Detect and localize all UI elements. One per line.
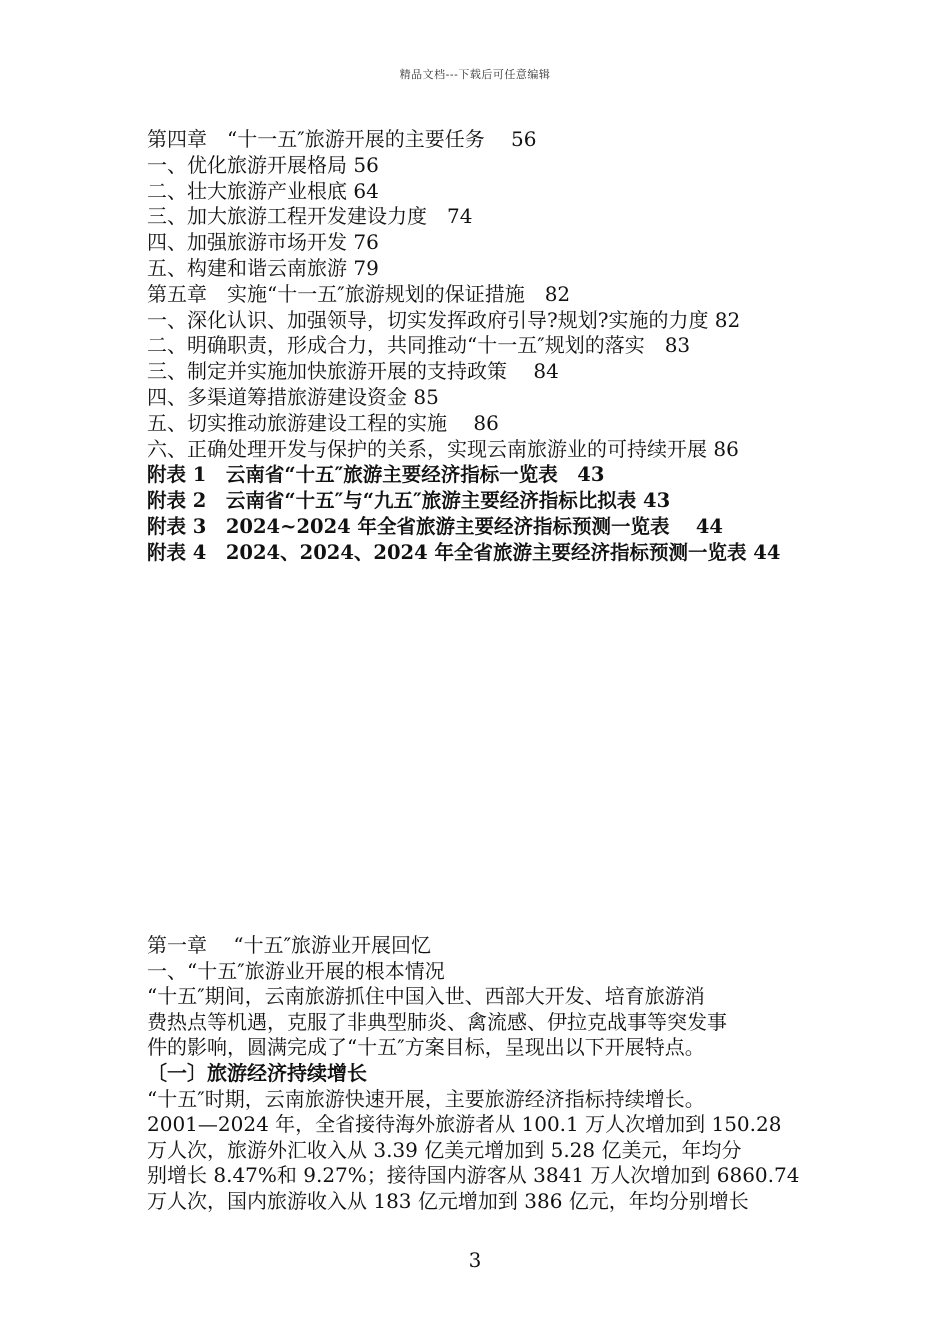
paragraph-line: “十五″时期，云南旅游快速开展，主要旅游经济指标持续增长。 <box>147 1086 705 1111</box>
toc-appendix-entry: 附表 3 2024~2024 年全省旅游主要经济指标预测一览表 44 <box>147 514 723 538</box>
chapter-title: 第一章 “十五″旅游业开展回忆 <box>147 933 432 957</box>
paragraph-line: 万人次，旅游外汇收入从 3.39 亿美元增加到 5.28 亿美元，年均分 <box>147 1137 742 1162</box>
toc-entry: 五、构建和谐云南旅游 79 <box>147 255 379 280</box>
toc-entry: 三、制定并实施加快旅游开展的支持政策 84 <box>147 359 559 384</box>
toc-entry-chapter-4: 第四章 “十一五″旅游开展的主要任务 56 <box>147 127 537 151</box>
paragraph-line: 件的影响，圆满完成了“十五″方案目标，呈现出以下开展特点。 <box>147 1035 705 1060</box>
chapter-body <box>147 933 827 1215</box>
toc-entry: 四、多渠道筹措旅游建设资金 85 <box>147 384 439 409</box>
toc-entry-chapter-5: 第五章 实施“十一五″旅游规划的保证措施 82 <box>147 281 571 306</box>
subsection-title: 〔一〕旅游经济持续增长 <box>147 1060 367 1085</box>
toc-appendix-entry: 附表 1 云南省“十五″旅游主要经济指标一览表 43 <box>147 463 605 487</box>
table-of-contents <box>147 127 827 566</box>
page-header: 精品文档---下载后可任意编辑 <box>399 68 551 81</box>
paragraph-line: 费热点等机遇，克服了非典型肺炎、禽流感、伊拉克战事等突发事 <box>147 1009 727 1034</box>
toc-entry: 六、正确处理开发与保护的关系，实现云南旅游业的可持续开展 86 <box>147 436 739 461</box>
paragraph-line: 万人次，国内旅游收入从 183 亿元增加到 386 亿元，年均分别增长 <box>147 1188 749 1213</box>
toc-entry: 一、深化认识、加强领导，切实发挥政府引导?规划?实施的力度 82 <box>147 307 741 332</box>
toc-appendix-entry: 附表 2 云南省“十五″与“九五″旅游主要经济指标比拟表 43 <box>147 489 671 513</box>
toc-entry: 四、加强旅游市场开发 76 <box>147 230 379 255</box>
toc-entry: 三、加大旅游工程开发建设力度 74 <box>147 204 473 229</box>
toc-appendix-entry: 附表 4 2024、2024、2024 年全省旅游主要经济指标预测一览表 44 <box>147 540 781 564</box>
toc-entry: 五、切实推动旅游建设工程的实施 86 <box>147 410 499 435</box>
toc-entry: 二、壮大旅游产业根底 64 <box>147 178 379 203</box>
paragraph-line: 2001—2024 年，全省接待海外旅游者从 100.1 万人次增加到 150.28 <box>147 1112 782 1137</box>
section-title: 一、“十五″旅游业开展的根本情况 <box>147 958 445 983</box>
toc-entry: 一、优化旅游开展格局 56 <box>147 152 379 177</box>
toc-entry: 二、明确职责，形成合力，共同推动“十一五″规划的落实 83 <box>147 333 691 358</box>
page-number: 3 <box>468 1248 482 1272</box>
paragraph-line: 别增长 8.47%和 9.27%；接待国内游客从 3841 万人次增加到 6860.74 <box>147 1163 800 1188</box>
paragraph-line: “十五″期间，云南旅游抓住中国入世、西部大开发、培育旅游消 <box>147 984 705 1009</box>
